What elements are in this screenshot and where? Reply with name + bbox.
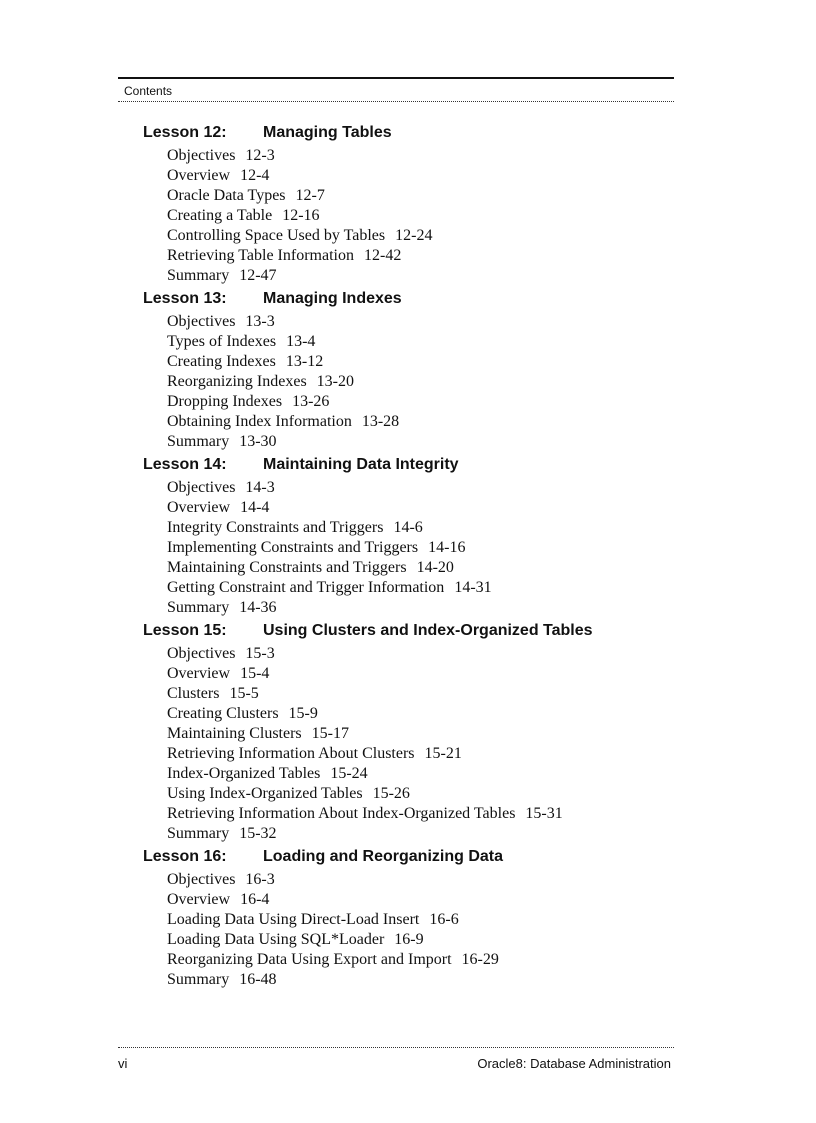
footer-dotted-divider [118, 1047, 674, 1048]
lesson-number: Lesson 14: [143, 456, 227, 473]
toc-entry-title: Objectives [167, 645, 236, 662]
toc-entry-page: 12-16 [282, 207, 320, 224]
toc-entry-title: Reorganizing Indexes [167, 373, 307, 390]
toc-entry [167, 352, 673, 372]
toc-entry-title: Retrieving Information About Clusters [167, 745, 415, 762]
toc-entry-title: Types of Indexes [167, 333, 277, 350]
toc-entry-title: Objectives [167, 313, 236, 330]
toc-entry-page: 16-3 [245, 871, 275, 888]
header-rule [118, 77, 674, 79]
toc-entry [167, 206, 673, 226]
toc-entry-page: 16-48 [239, 971, 277, 988]
lesson-section [143, 844, 673, 990]
toc-entry [167, 824, 673, 844]
toc-entry [167, 146, 673, 166]
toc-entry [167, 664, 673, 684]
toc-entry-title: Creating Indexes [167, 353, 276, 370]
toc-entry-page: 15-21 [424, 745, 462, 762]
toc-entry-title: Objectives [167, 479, 236, 496]
toc-entry-title: Summary [167, 971, 230, 988]
toc-entry-page: 12-7 [295, 187, 325, 204]
toc-entry [167, 412, 673, 432]
toc-entry [167, 950, 673, 970]
toc-entry-title: Creating Clusters [167, 705, 279, 722]
toc-entry [167, 246, 673, 266]
toc-entry-page: 13-30 [239, 433, 277, 450]
lesson-heading [143, 618, 673, 644]
lesson-title: Managing Tables [263, 124, 392, 141]
lesson-entries [143, 644, 673, 844]
toc-entry-title: Summary [167, 825, 230, 842]
toc-entry-page: 15-24 [330, 765, 368, 782]
toc-entry-page: 13-4 [286, 333, 316, 350]
toc-entry [167, 578, 673, 598]
toc-entry-title: Creating a Table [167, 207, 273, 224]
toc-entry [167, 166, 673, 186]
toc-entry-page: 12-24 [395, 227, 433, 244]
lesson-section [143, 286, 673, 452]
toc-entry-title: Retrieving Information About Index-Organized Tables [167, 805, 516, 822]
lesson-number: Lesson 16: [143, 848, 227, 865]
toc-entry [167, 704, 673, 724]
toc-entry-title: Overview [167, 665, 231, 682]
toc-entry-page: 15-31 [525, 805, 563, 822]
toc-entry-page: 15-9 [288, 705, 318, 722]
toc-entry-page: 14-31 [454, 579, 492, 596]
toc-entry-title: Maintaining Clusters [167, 725, 302, 742]
toc-entry [167, 870, 673, 890]
lesson-entries [143, 312, 673, 452]
toc-entry-title: Objectives [167, 871, 236, 888]
toc-entry-title: Overview [167, 167, 231, 184]
toc-entry [167, 744, 673, 764]
toc-entry-title: Reorganizing Data Using Export and Import [167, 951, 452, 968]
toc-entry-page: 14-6 [393, 519, 423, 536]
toc-entry-page: 14-16 [428, 539, 466, 556]
toc-entry-page: 13-3 [245, 313, 275, 330]
toc-entry-page: 14-4 [240, 499, 270, 516]
toc-entry-page: 16-6 [429, 911, 459, 928]
toc-entry [167, 930, 673, 950]
toc-entry [167, 558, 673, 578]
toc-entry-page: 12-42 [363, 247, 402, 264]
lesson-entries [143, 478, 673, 618]
toc-entry [167, 764, 673, 784]
lesson-number: Lesson 15: [143, 622, 227, 639]
toc-entry-title: Integrity Constraints and Triggers [167, 519, 384, 536]
toc-entry-page: 12-4 [240, 167, 270, 184]
toc-entry-title: Implementing Constraints and Triggers [167, 539, 419, 556]
toc-entry-page: 14-20 [416, 559, 454, 576]
toc-entry [167, 804, 673, 824]
running-header: Contents [124, 84, 173, 98]
lesson-section [143, 618, 673, 844]
toc-entry-title: Dropping Indexes [167, 393, 283, 410]
toc-entry [167, 890, 673, 910]
toc-entry [167, 186, 673, 206]
toc-entry-title: Summary [167, 599, 230, 616]
toc-entry-page: 15-26 [372, 785, 410, 802]
toc-entry-title: Controlling Space Used by Tables [167, 227, 386, 244]
toc-entry-title: Using Index-Organized Tables [167, 785, 363, 802]
toc-entry-page: 15-32 [239, 825, 277, 842]
toc-entry-title: Objectives [167, 147, 236, 164]
toc-entry-title: Loading Data Using SQL*Loader [167, 931, 385, 948]
toc-entry [167, 724, 673, 744]
lesson-heading [143, 120, 673, 146]
lesson-title: Managing Indexes [263, 290, 402, 307]
lesson-section [143, 120, 673, 286]
toc-entry-title: Obtaining Index Information [167, 413, 352, 430]
toc-entry-title: Summary [167, 433, 230, 450]
toc-entry-page: 16-29 [461, 951, 499, 968]
lesson-entries [143, 870, 673, 990]
toc-entry-title: Oracle Data Types [167, 187, 286, 204]
toc-entry [167, 498, 673, 518]
lesson-number: Lesson 13: [143, 290, 227, 307]
lesson-heading [143, 452, 673, 478]
toc-entry [167, 970, 673, 990]
toc-entry [167, 392, 673, 412]
lesson-entries [143, 146, 673, 286]
table-of-contents [143, 120, 673, 990]
toc-entry-page: 13-12 [285, 353, 324, 370]
toc-entry-title: Summary [167, 267, 230, 284]
footer-page-number: vi [118, 1056, 128, 1071]
toc-entry [167, 518, 673, 538]
toc-entry-title: Getting Constraint and Trigger Information [167, 579, 445, 596]
lesson-heading [143, 286, 673, 312]
toc-entry [167, 332, 673, 352]
toc-entry-page: 14-3 [245, 479, 275, 496]
toc-entry [167, 312, 673, 332]
toc-entry-page: 14-36 [239, 599, 277, 616]
toc-entry-title: Overview [167, 499, 231, 516]
toc-entry-page: 12-47 [239, 267, 277, 284]
toc-entry-page: 13-20 [316, 373, 354, 390]
toc-entry-title: Clusters [167, 685, 220, 702]
lesson-title: Maintaining Data Integrity [263, 456, 459, 473]
toc-entry-page: 15-5 [229, 685, 259, 702]
toc-entry [167, 644, 673, 664]
toc-entry [167, 372, 673, 392]
lesson-heading [143, 844, 673, 870]
toc-entry-page: 15-4 [240, 665, 270, 682]
toc-entry [167, 432, 673, 452]
toc-entry-page: 15-17 [311, 725, 349, 742]
toc-entry [167, 684, 673, 704]
toc-entry [167, 478, 673, 498]
toc-entry-title: Index-Organized Tables [167, 765, 321, 782]
lesson-title: Using Clusters and Index-Organized Tables [263, 622, 593, 639]
toc-entry-title: Loading Data Using Direct-Load Insert [167, 911, 420, 928]
toc-entry-title: Overview [167, 891, 231, 908]
toc-entry-page: 13-28 [361, 413, 400, 430]
toc-entry-page: 13-26 [292, 393, 330, 410]
toc-entry-page: 16-4 [240, 891, 270, 908]
toc-entry [167, 784, 673, 804]
toc-entry-page: 12-3 [245, 147, 275, 164]
lesson-number: Lesson 12: [143, 124, 227, 141]
toc-entry [167, 226, 673, 246]
toc-entry [167, 266, 673, 286]
toc-entry [167, 598, 673, 618]
toc-entry-title: Retrieving Table Information [167, 247, 354, 264]
toc-entry-page: 16-9 [394, 931, 424, 948]
toc-entry-title: Maintaining Constraints and Triggers [167, 559, 407, 576]
toc-entry [167, 910, 673, 930]
toc-entry-page: 15-3 [245, 645, 275, 662]
header-dotted-divider [118, 101, 674, 102]
toc-entry [167, 538, 673, 558]
lesson-title: Loading and Reorganizing Data [263, 848, 504, 865]
footer-book-title: Oracle8: Database Administration [477, 1056, 671, 1071]
lesson-section [143, 452, 673, 618]
